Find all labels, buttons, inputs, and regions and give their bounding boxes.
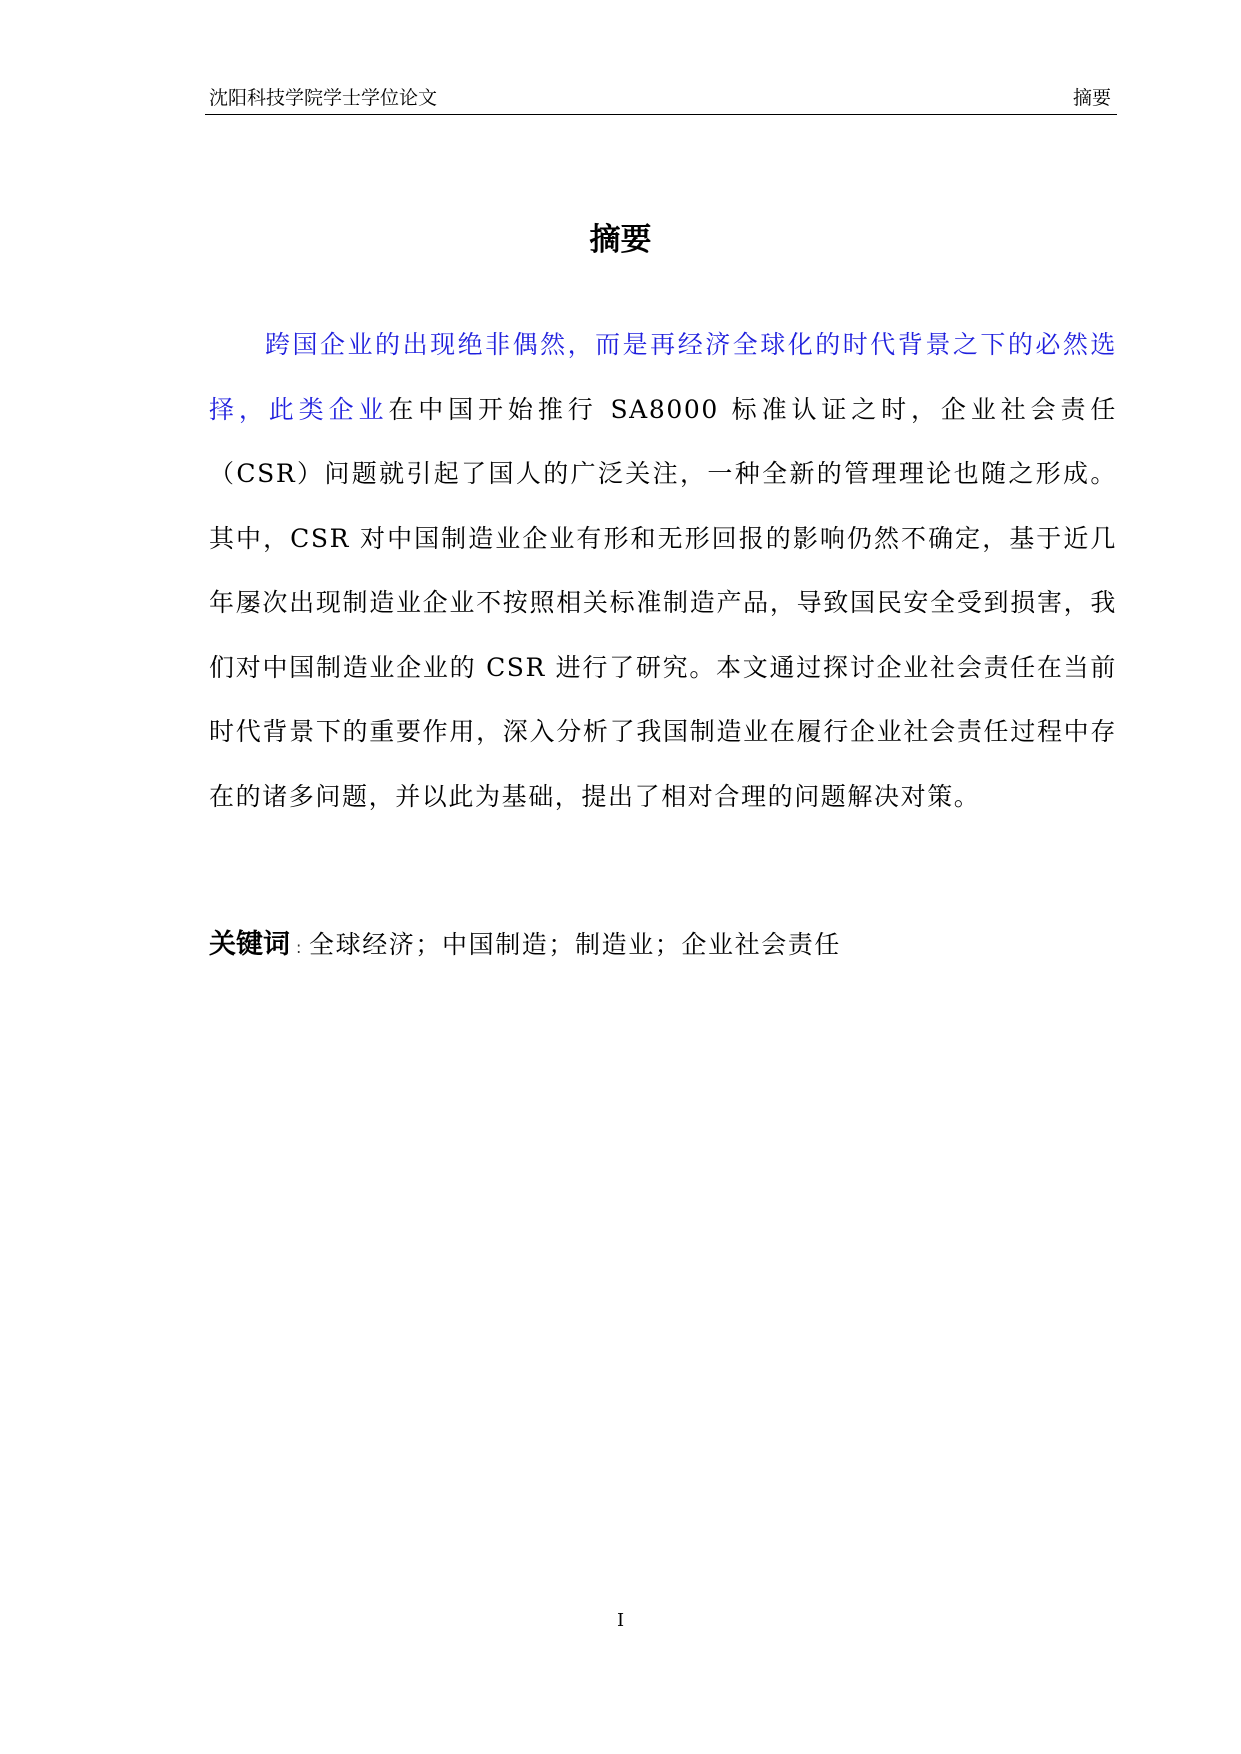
page-number: I <box>616 1610 625 1631</box>
abstract-body <box>209 313 1117 829</box>
keywords-line <box>209 925 1117 968</box>
abstract-body-text: 在中国开始推行 SA8000 标准认证之时，企业社会责任（CSR）问题就引起了国人的广泛关注，一种全新的管理理论也随之形成。其中，CSR 对中国制造业企业有形和无形回报的影响仍然不确定，基于近几年屡次出现制造业企业不按照相关标准制造产品，导致国民安全受到损害，我们对中国制造业企业的 CSR 进行了研究。本文通过探讨企业社会责任在当前时代背景下的重要作用，深入分析了我国制造业在履行企业社会责任过程中存在的诸多问题，并以此为基础，提出了相对合理的问题解决对策。 <box>209 394 1117 811</box>
keywords-separator: : <box>296 938 303 957</box>
header-section: 摘要 <box>1072 87 1111 109</box>
keywords-label: 关键词 <box>209 929 290 960</box>
abstract-highlighted-text: 跨国企业的出现绝非偶然，而是再经济全球化的时代背景之下的必然选择，此类企业 <box>209 330 1117 424</box>
header-institution: 沈阳科技学院学士学位论文 <box>209 87 438 109</box>
running-header <box>205 84 1117 115</box>
keywords-terms: 全球经济；中国制造；制造业；企业社会责任 <box>309 930 842 959</box>
abstract-title: 摘要 <box>589 222 652 258</box>
